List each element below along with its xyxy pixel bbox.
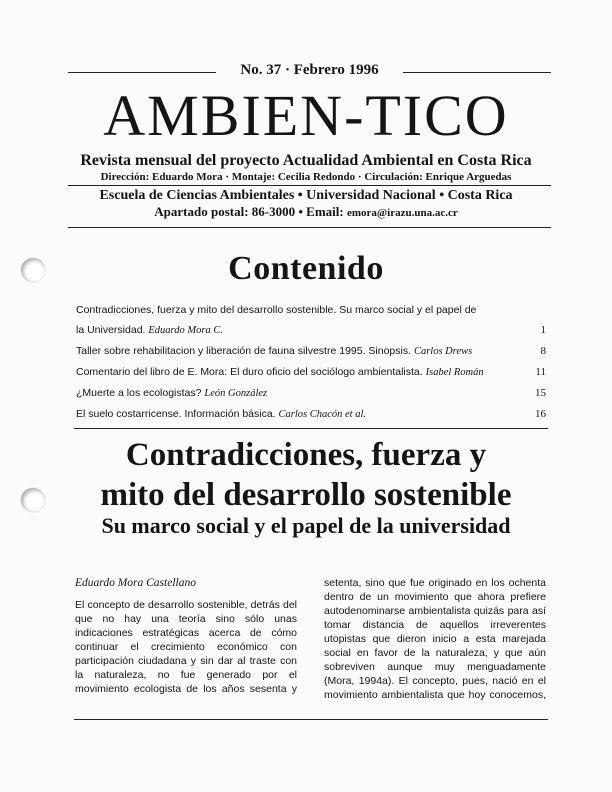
body-line: la naturaleza, no fue generado por el	[75, 669, 297, 681]
institution-line: Escuela de Ciencias Ambientales • Universidad Nacional • Costa Rica	[99, 188, 513, 203]
toc-entry-page: 11	[535, 366, 546, 378]
body-line: participación ciudadana y sin dar al traste con	[75, 655, 297, 667]
body-line: sobreviven aunque muy menguadamente	[324, 661, 546, 673]
toc-entry	[76, 408, 546, 421]
body-line: utopistas que dieron inicio a esta marejada	[324, 633, 546, 645]
toc-entry	[76, 324, 546, 337]
toc-entry	[76, 304, 546, 316]
address-line	[0, 204, 612, 221]
toc-entry	[76, 345, 546, 358]
body-line: dentro de un movimiento que ahora prefiere	[324, 591, 546, 603]
article-title-line1: Contradicciones, fuerza y	[125, 437, 487, 473]
toc-entry-text: Comentario del libro de E. Mora: El duro oficio del sociólogo ambientalista.	[76, 366, 426, 378]
toc-entry-author: León González	[204, 388, 268, 399]
toc-entry-page: 15	[535, 387, 546, 399]
masthead-divider	[68, 185, 551, 186]
toc-entry-author: Isabel Román	[425, 367, 484, 378]
toc-entry-page: 1	[540, 324, 546, 336]
toc-entry-page: 8	[540, 345, 546, 357]
email-address: emora@irazu.una.ac.cr	[346, 207, 458, 219]
issue-line	[68, 62, 551, 78]
toc-entry-text: Taller sobre rehabilitacion y liberación de fauna silvestre 1995. Sinopsis.	[76, 345, 414, 357]
toc-entry-text: Contradicciones, fuerza y mito del desarrollo sostenible. Su marco social y el papel de	[76, 304, 477, 316]
body-line: que no hay una teoría sino sólo unas	[75, 613, 297, 625]
article-title-line2: mito del desarrollo sostenible	[100, 477, 512, 513]
header-bottom-rule	[68, 227, 551, 228]
toc-entry-text: la Universidad.	[76, 324, 149, 336]
toc-entry-author: Carlos Drews	[413, 346, 473, 357]
toc-entry-author: Carlos Chacón et al.	[278, 409, 367, 420]
body-line: autodenominarse ambientalista quizás para así	[324, 605, 546, 617]
article-column-right	[324, 576, 546, 702]
contents-title: Contenido	[228, 250, 384, 287]
body-line: tomar distancia de aquellos irreverentes	[324, 619, 546, 631]
body-line: indicaciones estratégicas acerca de cómo	[75, 627, 297, 639]
issue-number: No. 37 · Febrero 1996	[240, 62, 379, 78]
article-byline: Eduardo Mora Castellano	[75, 577, 196, 589]
toc-bottom-rule	[74, 428, 548, 429]
staff-credits: Dirección: Eduardo Mora · Montaje: Cecilia Redondo · Circulación: Enrique Arguedas	[100, 171, 512, 183]
postal-address: Apartado postal: 86-3000 • Email:	[154, 204, 347, 219]
toc-entry	[76, 387, 546, 400]
article-subtitle: Su marco social y el papel de la universidad	[101, 513, 511, 538]
body-line: (Mora, 1994a). El concepto, pues, nació en el	[324, 675, 546, 687]
article-column-left	[75, 576, 297, 696]
body-line: social en favor de la naturaleza, y que aún	[324, 647, 546, 659]
toc-entry-author: Eduardo Mora C.	[148, 325, 223, 336]
toc-entry-text: El suelo costarricense. Información básica.	[76, 408, 279, 420]
body-line: El concepto de desarrollo sostenible, detrás del	[75, 599, 297, 611]
page-bottom-rule	[74, 719, 548, 720]
toc-entry	[76, 366, 546, 379]
body-line: setenta, sino que fue originado en los ochenta	[324, 577, 546, 589]
body-line: movimiento ecologista de los años sesenta y	[75, 683, 297, 695]
masthead-title: AMBIEN-TICO	[103, 83, 509, 148]
body-line: continuar el crecimiento económico con	[75, 641, 297, 653]
body-line: movimiento ambientalista que hoy conocemos,	[324, 689, 546, 701]
toc-entry-text: ¿Muerte a los ecologistas?	[76, 387, 205, 399]
magazine-subtitle: Revista mensual del proyecto Actualidad Ambiental en Costa Rica	[80, 152, 532, 169]
toc-entry-page: 16	[535, 408, 546, 420]
